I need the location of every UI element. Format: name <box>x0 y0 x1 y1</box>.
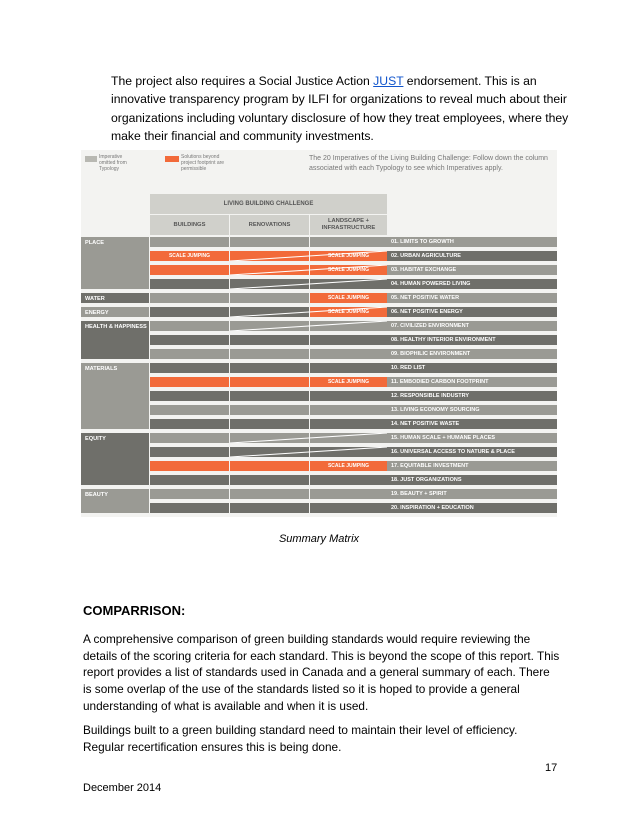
matrix-cell <box>230 237 309 247</box>
transition-slash <box>150 265 387 275</box>
matrix-cell <box>230 475 309 485</box>
imperative-label: 14. NET POSITIVE WASTE <box>387 419 557 429</box>
imperative-row <box>150 335 557 345</box>
legend-solutions-label: Solutions beyond project footprint are permissible <box>181 154 225 172</box>
matrix-cell <box>150 377 229 387</box>
matrix-cell <box>310 489 387 499</box>
matrix-cell <box>150 349 229 359</box>
matrix-cell <box>150 391 229 401</box>
category-label: WATER <box>81 293 149 303</box>
matrix-cell <box>310 293 387 303</box>
imperative-label: 13. LIVING ECONOMY SOURCING <box>387 405 557 415</box>
matrix-cell <box>310 237 387 247</box>
imperative-row <box>150 419 557 429</box>
matrix-cell <box>230 419 309 429</box>
imperative-row <box>150 391 557 401</box>
imperative-label: 19. BEAUTY + SPIRIT <box>387 489 557 499</box>
matrix-cell <box>310 335 387 345</box>
column-header-renovations: RENOVATIONS <box>230 215 309 235</box>
imperative-row <box>150 251 557 261</box>
imperative-row <box>150 503 557 513</box>
intro-text-start: The project also requires a Social Justice Action <box>111 74 374 88</box>
imperative-row <box>150 307 557 317</box>
matrix-cell <box>230 405 309 415</box>
imperative-label: 07. CIVILIZED ENVIRONMENT <box>387 321 557 331</box>
legend-solutions-swatch <box>165 156 179 162</box>
lbc-header: LIVING BUILDING CHALLENGE <box>150 194 387 214</box>
matrix-cell <box>150 475 229 485</box>
imperative-label: 06. NET POSITIVE ENERGY <box>387 307 557 317</box>
matrix-cell <box>230 335 309 345</box>
imperative-label: 01. LIMITS TO GROWTH <box>387 237 557 247</box>
transition-slash <box>150 307 387 317</box>
imperative-label: 15. HUMAN SCALE + HUMANE PLACES <box>387 433 557 443</box>
figure-caption: Summary Matrix <box>278 533 360 545</box>
imperative-label: 18. JUST ORGANIZATIONS <box>387 475 557 485</box>
imperative-row <box>150 321 557 331</box>
scale-jumping-label: SCALE JUMPING <box>327 295 370 301</box>
transition-slash <box>150 321 387 331</box>
recertification-paragraph: Buildings built to a green building standard need to maintain their level of efficiency. Regular recertification ensures this is being done. <box>83 723 518 754</box>
imperative-label: 03. HABITAT EXCHANGE <box>387 265 557 275</box>
matrix-cell <box>150 293 229 303</box>
matrix-cell <box>150 335 229 345</box>
footer-date: December 2014 <box>83 782 162 794</box>
matrix-cell <box>310 475 387 485</box>
matrix-cell <box>230 391 309 401</box>
matrix-cell <box>230 489 309 499</box>
imperative-label: 09. BIOPHILIC ENVIRONMENT <box>387 349 557 359</box>
matrix-cell <box>230 503 309 513</box>
imperative-label: 12. RESPONSIBLE INDUSTRY <box>387 391 557 401</box>
legend-description: The 20 Imperatives of the Living Building Challenge: Follow down the column associated with each Typology to see which Imperatives apply. <box>309 155 548 172</box>
scale-jumping-label: SCALE JUMPING <box>327 379 370 385</box>
scale-jumping-label: SCALE JUMPING <box>327 309 370 315</box>
imperative-label: 10. RED LIST <box>387 363 557 373</box>
matrix-cell <box>310 377 387 387</box>
transition-slash <box>150 433 387 443</box>
column-header-buildings: BUILDINGS <box>150 215 229 235</box>
imperative-row <box>150 293 557 303</box>
matrix-cell <box>150 237 229 247</box>
transition-slash <box>150 251 387 261</box>
matrix-cell <box>310 349 387 359</box>
intro-text-end: endorsement. This is an innovative transparency program by ILFI for organizations to reveal much about their organizations including voluntary disclosure of how they treat employees, where they make their financial and community investments. <box>111 74 569 143</box>
comparison-paragraph: A comprehensive comparison of green building standards would require reviewing the details of the scoring criteria for each standard. This is beyond the scope of this report. This report provides a list of standards used in Canada and a general summary of each. There is some overlap of the use of the standards listed so it is hoped to provide a general understanding of what is available and when it is used. <box>83 632 560 713</box>
matrix-cell <box>150 503 229 513</box>
matrix-cell <box>150 461 229 471</box>
matrix-cell <box>230 349 309 359</box>
imperative-row <box>150 349 557 359</box>
matrix-cell <box>310 391 387 401</box>
imperative-row <box>150 475 557 485</box>
matrix-cell <box>310 363 387 373</box>
imperative-row <box>150 447 557 457</box>
matrix-cell <box>310 461 387 471</box>
imperative-row <box>150 237 557 247</box>
imperative-label: 08. HEALTHY INTERIOR ENVIRONMENT <box>387 335 557 345</box>
category-label: EQUITY <box>81 433 149 485</box>
category-label: ENERGY <box>81 307 149 317</box>
category-label: HEALTH & HAPPINESS <box>81 321 149 359</box>
imperative-label: 17. EQUITABLE INVESTMENT <box>387 461 557 471</box>
page-number: 17 <box>545 762 558 774</box>
matrix-cell <box>230 377 309 387</box>
legend-omitted-label: Imperative omitted from Typology <box>99 154 127 172</box>
matrix-cell <box>310 405 387 415</box>
scale-jumping-label: SCALE JUMPING <box>168 253 211 259</box>
scale-jumping-label: SCALE JUMPING <box>327 253 370 259</box>
imperative-row <box>150 433 557 443</box>
matrix-cell <box>150 489 229 499</box>
matrix-cell <box>230 461 309 471</box>
scale-jumping-label: SCALE JUMPING <box>327 267 370 273</box>
imperative-row <box>150 461 557 471</box>
category-label: BEAUTY <box>81 489 149 513</box>
imperative-row <box>150 405 557 415</box>
imperative-row <box>150 363 557 373</box>
imperative-label: 16. UNIVERSAL ACCESS TO NATURE & PLACE <box>387 447 557 457</box>
matrix-cell <box>230 293 309 303</box>
imperative-row <box>150 377 557 387</box>
section-heading: COMPARRISON: <box>83 603 186 618</box>
imperative-row <box>150 265 557 275</box>
imperative-row <box>150 279 557 289</box>
just-link[interactable]: JUST <box>373 74 404 88</box>
column-header-landscape: LANDSCAPE + INFRASTRUCTURE <box>310 215 387 235</box>
imperative-label: 05. NET POSITIVE WATER <box>387 293 557 303</box>
matrix-cell <box>150 405 229 415</box>
category-label: PLACE <box>81 237 149 289</box>
category-label: MATERIALS <box>81 363 149 429</box>
matrix-cell <box>150 363 229 373</box>
scale-jumping-label: SCALE JUMPING <box>327 463 370 469</box>
imperative-label: 11. EMBODIED CARBON FOOTPRINT <box>387 377 557 387</box>
imperative-label: 04. HUMAN POWERED LIVING <box>387 279 557 289</box>
matrix-cell <box>230 363 309 373</box>
imperative-label: 20. INSPIRATION + EDUCATION <box>387 503 557 513</box>
imperative-label: 02. URBAN AGRICULTURE <box>387 251 557 261</box>
imperative-row <box>150 489 557 499</box>
intro-paragraph <box>111 72 571 145</box>
matrix-cell <box>150 419 229 429</box>
summary-matrix-figure <box>81 150 557 517</box>
transition-slash <box>150 279 387 289</box>
transition-slash <box>150 447 387 457</box>
matrix-cell <box>310 419 387 429</box>
matrix-cell <box>310 503 387 513</box>
legend-omitted-swatch <box>85 156 97 162</box>
